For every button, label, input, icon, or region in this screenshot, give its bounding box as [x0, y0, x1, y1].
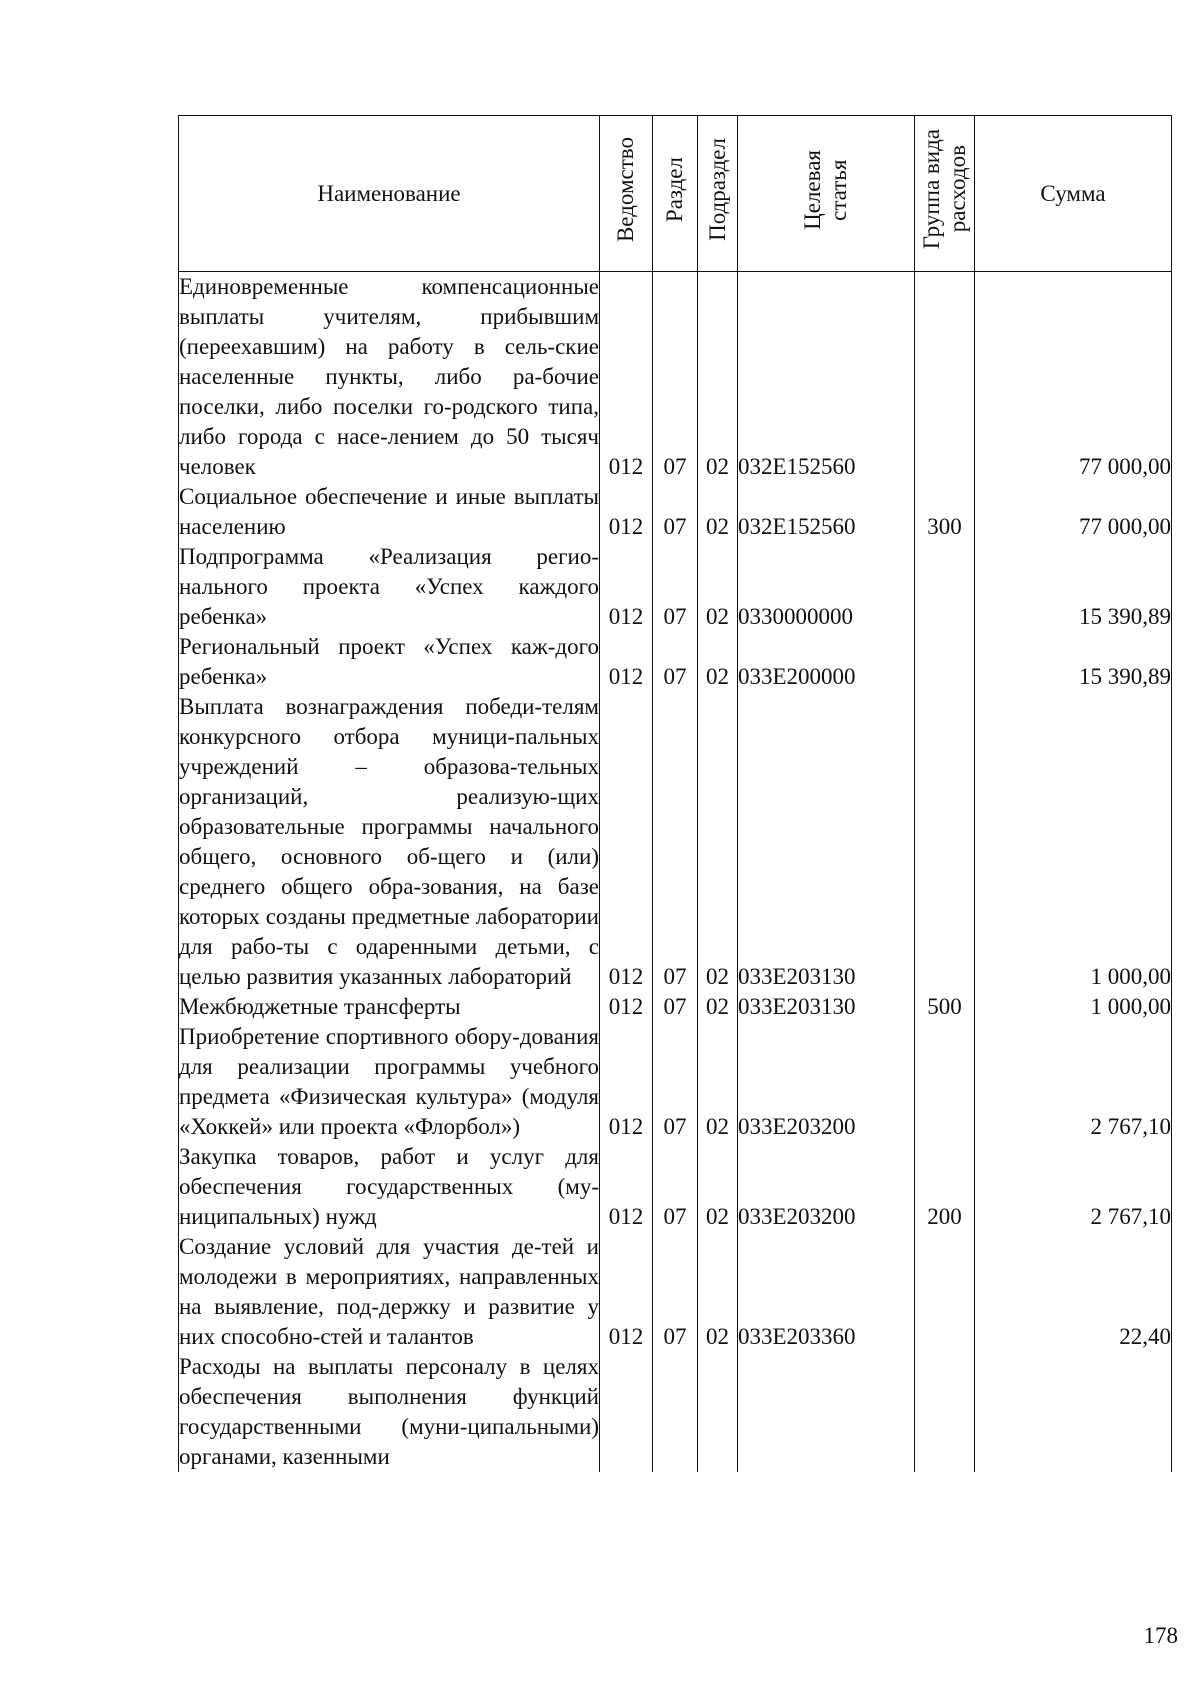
cell-expense-group: 500 — [915, 992, 975, 1022]
cell-subsection: 02 — [698, 1232, 738, 1352]
cell-expense-group — [915, 1232, 975, 1352]
header-subsection: Подраздел — [698, 116, 738, 272]
budget-table — [178, 115, 1172, 1472]
cell-sum: 77 000,00 — [975, 482, 1172, 542]
table-row — [179, 1352, 1172, 1472]
cell-name: Единовременные компенсационные выплаты учителям, прибывшим (переехавшим) на работу в сель-ские населенные пункты, либо ра-бочие поселки, либо поселки го-родского типа, либо города с насе-лением до 50 тысяч человек — [179, 272, 600, 483]
table-row — [179, 1232, 1172, 1352]
cell-name: Региональный проект «Успех каж-дого ребенка» — [179, 632, 600, 692]
cell-section: 07 — [653, 482, 698, 542]
cell-name: Выплата вознаграждения победи-телям конкурсного отбора муници-пальных учреждений – образова-тельных организаций, реализую-щих образовательные программы начального общего, основного об-щего и (или) среднего общего обра-зования, на базе которых созданы предметные лаборатории для рабо-ты с одаренными детьми, с целью развития указанных лабораторий — [179, 692, 600, 992]
cell-sum: 1 000,00 — [975, 992, 1172, 1022]
cell-expense-group — [915, 1022, 975, 1142]
cell-sum: 22,40 — [975, 1232, 1172, 1352]
cell-expense-group — [915, 692, 975, 992]
cell-section: 07 — [653, 1232, 698, 1352]
cell-target-article: 032E152560 — [738, 482, 915, 542]
table-row — [179, 1142, 1172, 1232]
cell-target-article: 033E203130 — [738, 992, 915, 1022]
cell-target-article: 032E152560 — [738, 272, 915, 483]
cell-section: 07 — [653, 1022, 698, 1142]
cell-subsection: 02 — [698, 272, 738, 483]
cell-subsection: 02 — [698, 1142, 738, 1232]
cell-department — [600, 1352, 653, 1472]
cell-department: 012 — [600, 542, 653, 632]
cell-expense-group: 300 — [915, 482, 975, 542]
header-name: Наименование — [179, 116, 600, 272]
cell-sum: 15 390,89 — [975, 542, 1172, 632]
cell-sum: 15 390,89 — [975, 632, 1172, 692]
cell-subsection: 02 — [698, 692, 738, 992]
cell-department: 012 — [600, 692, 653, 992]
cell-target-article — [738, 1352, 915, 1472]
cell-expense-group — [915, 542, 975, 632]
cell-sum — [975, 1352, 1172, 1472]
cell-department: 012 — [600, 1142, 653, 1232]
table-row — [179, 992, 1172, 1022]
cell-section: 07 — [653, 1142, 698, 1232]
page-number: 178 — [1143, 1623, 1178, 1648]
cell-name: Межбюджетные трансферты — [179, 992, 600, 1022]
cell-subsection: 02 — [698, 992, 738, 1022]
cell-section: 07 — [653, 542, 698, 632]
cell-subsection — [698, 1352, 738, 1472]
cell-sum: 2 767,10 — [975, 1022, 1172, 1142]
cell-department: 012 — [600, 272, 653, 483]
cell-section — [653, 1352, 698, 1472]
cell-target-article: 033E203360 — [738, 1232, 915, 1352]
table-row — [179, 542, 1172, 632]
table-header-row — [179, 116, 1172, 272]
cell-target-article: 033E200000 — [738, 632, 915, 692]
table-row — [179, 482, 1172, 542]
table-row — [179, 272, 1172, 483]
header-department: Ведомство — [600, 116, 653, 272]
cell-name: Подпрограмма «Реализация регио-нального проекта «Успех каждого ребенка» — [179, 542, 600, 632]
table-row — [179, 1022, 1172, 1142]
cell-subsection: 02 — [698, 542, 738, 632]
cell-target-article: 033E203200 — [738, 1142, 915, 1232]
table-row — [179, 692, 1172, 992]
cell-section: 07 — [653, 692, 698, 992]
cell-subsection: 02 — [698, 482, 738, 542]
cell-expense-group: 200 — [915, 1142, 975, 1232]
cell-department: 012 — [600, 482, 653, 542]
cell-expense-group — [915, 1352, 975, 1472]
cell-section: 07 — [653, 632, 698, 692]
cell-section: 07 — [653, 272, 698, 483]
header-target-article: Целевая статья — [738, 116, 915, 272]
cell-name: Приобретение спортивного обору-дования для реализации программы учебного предмета «Физическая культура» (модуля «Хоккей» или проекта «Флорбол») — [179, 1022, 600, 1142]
cell-name: Расходы на выплаты персоналу в целях обеспечения выполнения функций государственными (муни-ципальными) органами, казенными — [179, 1352, 600, 1472]
cell-subsection: 02 — [698, 1022, 738, 1142]
cell-target-article: 033E203130 — [738, 692, 915, 992]
cell-department: 012 — [600, 632, 653, 692]
header-sum: Сумма — [975, 116, 1172, 272]
cell-name: Закупка товаров, работ и услуг для обеспечения государственных (му-ниципальных) нужд — [179, 1142, 600, 1232]
cell-subsection: 02 — [698, 632, 738, 692]
cell-sum: 1 000,00 — [975, 692, 1172, 992]
cell-department: 012 — [600, 992, 653, 1022]
cell-target-article: 0330000000 — [738, 542, 915, 632]
cell-expense-group — [915, 272, 975, 483]
cell-sum: 2 767,10 — [975, 1142, 1172, 1232]
table-row — [179, 632, 1172, 692]
cell-target-article: 033E203200 — [738, 1022, 915, 1142]
header-section: Раздел — [653, 116, 698, 272]
cell-name: Социальное обеспечение и иные выплаты населению — [179, 482, 600, 542]
cell-name: Создание условий для участия де-тей и молодежи в мероприятиях, направленных на выявление, под-держку и развитие у них способно-стей и талантов — [179, 1232, 600, 1352]
cell-section: 07 — [653, 992, 698, 1022]
cell-department: 012 — [600, 1232, 653, 1352]
cell-sum: 77 000,00 — [975, 272, 1172, 483]
cell-department: 012 — [600, 1022, 653, 1142]
header-expense-group: Группа вида расходов — [915, 116, 975, 272]
cell-expense-group — [915, 632, 975, 692]
